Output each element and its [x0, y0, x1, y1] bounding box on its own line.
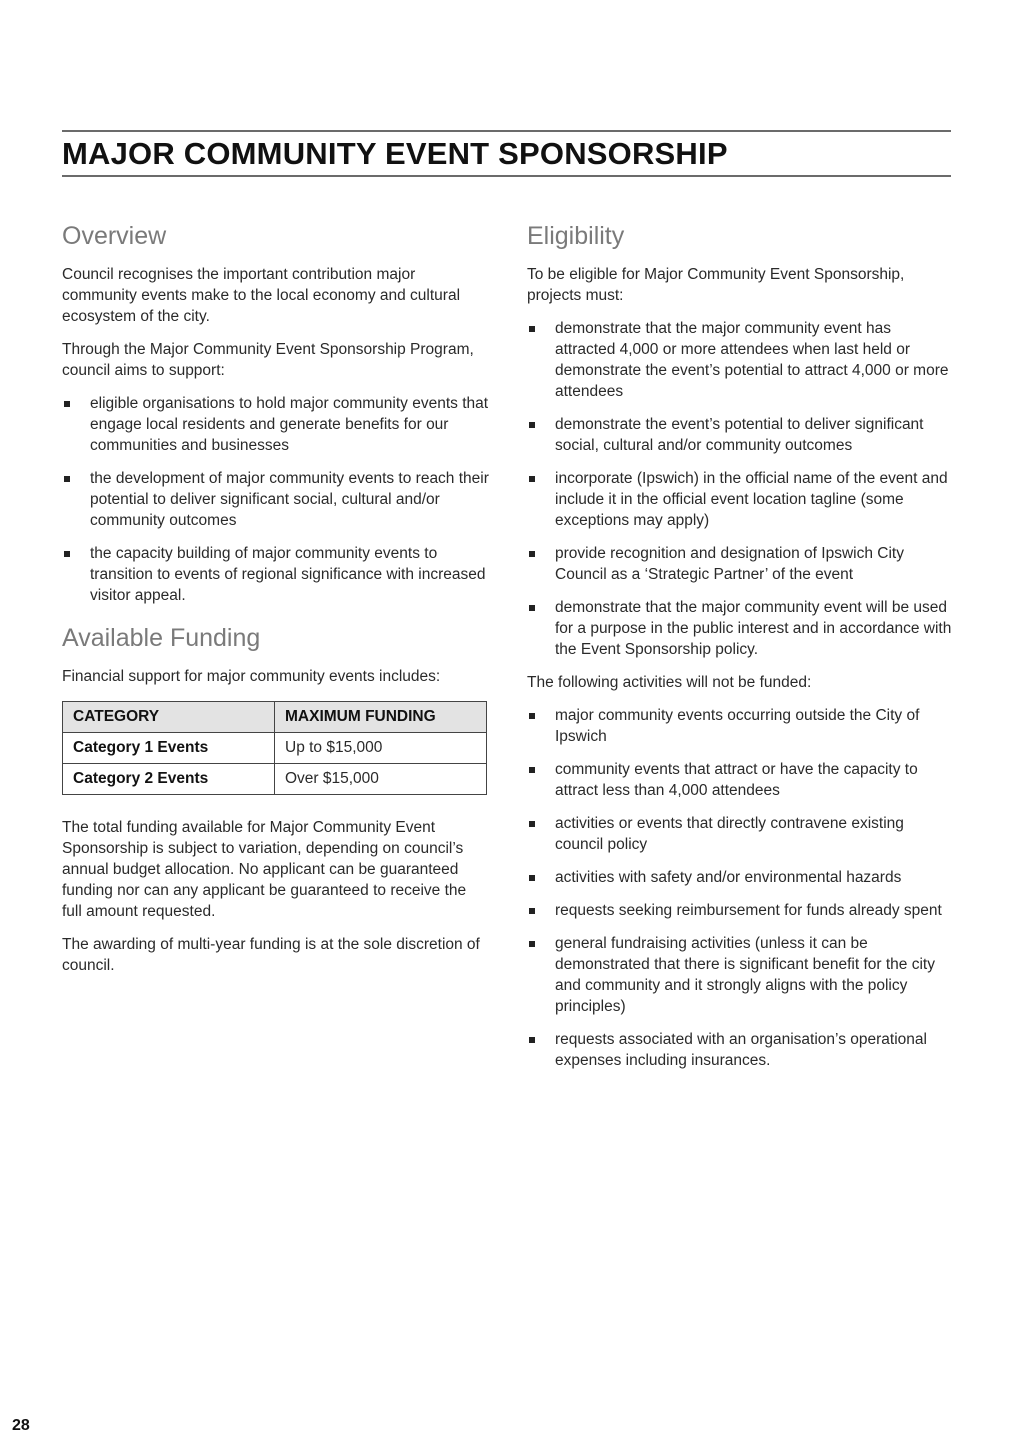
list-item-text: demonstrate that the major community event has attracted 4,000 or more attendees when last held or demonstrate the event’s potential to attract 4,000 or more attendees — [555, 320, 949, 400]
bullet-icon — [529, 551, 535, 557]
list-item — [527, 597, 953, 660]
bullet-icon — [529, 605, 535, 611]
column-header-category: CATEGORY — [63, 702, 275, 733]
title-rule-bottom — [62, 175, 951, 177]
list-item — [527, 900, 953, 921]
overview-paragraph: Council recognises the important contribution major community events make to the local economy and cultural ecosystem of the city. — [62, 266, 461, 325]
list-item-text: requests associated with an organisation’s operational expenses including insurances. — [555, 1031, 927, 1069]
list-item — [62, 543, 490, 606]
list-item-text: major community events occurring outside the City of Ipswich — [555, 707, 920, 745]
amount-cell: Over $15,000 — [275, 764, 487, 795]
funding-table — [62, 701, 487, 795]
list-item-text: the development of major community events to reach their potential to deliver significant social, cultural and/or community outcomes — [90, 470, 489, 529]
list-item — [62, 468, 490, 531]
overview-bullet-list — [62, 393, 490, 606]
category-cell: Category 2 Events — [63, 764, 275, 795]
list-item-text: activities with safety and/or environmental hazards — [555, 869, 902, 886]
list-item-text: demonstrate the event’s potential to deliver significant social, cultural and/or community outcomes — [555, 416, 924, 454]
column-header-maximum-funding: MAXIMUM FUNDING — [275, 702, 487, 733]
bullet-icon — [529, 1037, 535, 1043]
bullet-icon — [529, 476, 535, 482]
list-item-text: community events that attract or have the capacity to attract less than 4,000 attendees — [555, 761, 918, 799]
bullet-icon — [529, 326, 535, 332]
table-row — [63, 764, 487, 795]
funding-intro: Financial support for major community events includes: — [62, 668, 441, 685]
bullet-icon — [529, 875, 535, 881]
bullet-icon — [529, 767, 535, 773]
list-item — [527, 705, 953, 747]
overview-heading: Overview — [62, 222, 167, 250]
list-item-text: requests seeking reimbursement for funds already spent — [555, 902, 942, 919]
list-item — [62, 393, 490, 456]
not-funded-intro: The following activities will not be funded: — [527, 674, 812, 691]
list-item-text: demonstrate that the major community event will be used for a purpose in the public interest and in accordance with the Event Sponsorship policy. — [555, 599, 952, 658]
bullet-icon — [529, 941, 535, 947]
eligibility-intro: To be eligible for Major Community Event Sponsorship, projects must: — [527, 266, 905, 304]
not-funded-bullet-list — [527, 705, 953, 1071]
page-title: MAJOR COMMUNITY EVENT SPONSORSHIP — [62, 136, 728, 171]
bullet-icon — [529, 422, 535, 428]
list-item — [527, 813, 953, 855]
eligibility-heading: Eligibility — [527, 222, 625, 250]
list-item-text: activities or events that directly contravene existing council policy — [555, 815, 904, 853]
list-item-text: eligible organisations to hold major community events that engage local residents and generate benefits for our communities and businesses — [90, 395, 489, 454]
bullet-icon — [64, 401, 70, 407]
bullet-icon — [64, 551, 70, 557]
list-item — [527, 318, 953, 402]
list-item — [527, 1029, 953, 1071]
funding-paragraph: The total funding available for Major Community Event Sponsorship is subject to variation, depending on council’s annual budget allocation. No applicant can be guaranteed funding nor can any applicant be guaranteed to receive the full amount requested. — [62, 819, 467, 920]
table-row — [63, 733, 487, 764]
available-funding-heading: Available Funding — [62, 624, 261, 652]
bullet-icon — [64, 476, 70, 482]
overview-paragraph: Through the Major Community Event Sponsorship Program, council aims to support: — [62, 341, 474, 379]
amount-cell: Up to $15,000 — [275, 733, 487, 764]
left-column — [62, 220, 490, 988]
table-header-row — [63, 702, 487, 733]
funding-paragraph: The awarding of multi-year funding is at the sole discretion of council. — [62, 936, 480, 974]
list-item — [527, 414, 953, 456]
list-item-text: provide recognition and designation of Ipswich City Council as a ‘Strategic Partner’ of the event — [555, 545, 904, 583]
eligibility-bullet-list — [527, 318, 953, 660]
list-item — [527, 933, 953, 1017]
right-column — [527, 220, 953, 1083]
bullet-icon — [529, 908, 535, 914]
list-item — [527, 759, 953, 801]
list-item — [527, 543, 953, 585]
bullet-icon — [529, 821, 535, 827]
list-item-text: general fundraising activities (unless it can be demonstrated that there is significant benefit for the city and community and it strongly aligns with the policy principles) — [555, 935, 935, 1015]
title-rule-top — [62, 130, 951, 132]
category-cell: Category 1 Events — [63, 733, 275, 764]
list-item — [527, 468, 953, 531]
list-item — [527, 867, 953, 888]
page-number: 28 — [12, 1417, 30, 1434]
list-item-text: the capacity building of major community events to transition to events of regional significance with increased visitor appeal. — [90, 545, 486, 604]
bullet-icon — [529, 713, 535, 719]
list-item-text: incorporate (Ipswich) in the official name of the event and include it in the official event location tagline (some exceptions may apply) — [555, 470, 948, 529]
